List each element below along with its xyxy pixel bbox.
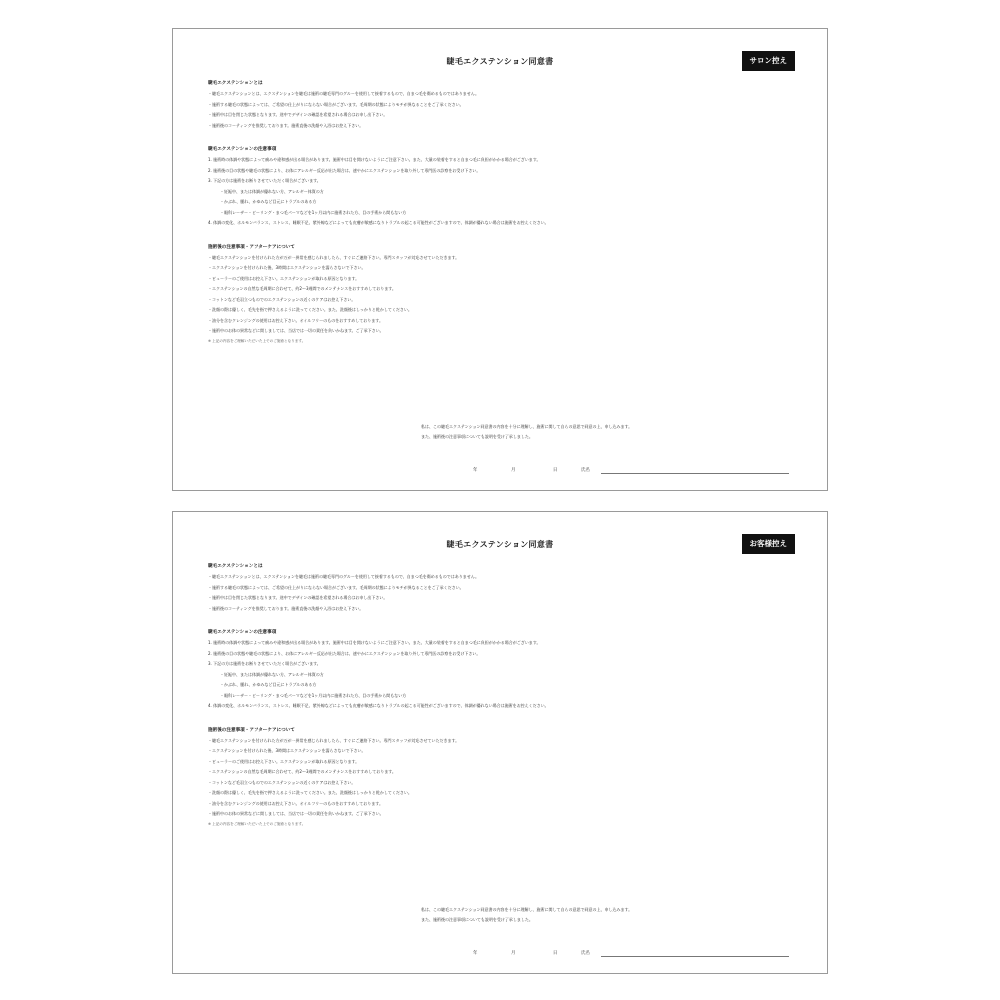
- form-title: 睫毛エクステンション同意書: [446, 57, 554, 66]
- consent-line: また、施術後の注意事項についても説明を受け了承しました。: [421, 434, 533, 439]
- section-heading: 睫毛エクステンションとは: [208, 81, 263, 86]
- clause-line: ・眼科レーザー・ピーリング・まつ毛パーマなどを1ヶ月以内に施術された方、目の手術から間もない方: [220, 209, 407, 215]
- clause-line: ・施術後のコーティングを推奨しております。施術直後の洗顔や入浴はお控え下さい。: [208, 605, 364, 611]
- consent-statement: [421, 422, 799, 442]
- clause-line: ・洗顔の際は優しく、毛先を指で押さえるように洗ってください。また、洗顔後はしっかりと乾かしてください。: [208, 307, 412, 312]
- clause-line: 3. 下記の方は施術をお断りさせていただく場合がございます。: [208, 178, 321, 183]
- clause-line: ・コットンなど毛羽立つものでのエクステンションの近くのケアはお控え下さい。: [208, 296, 356, 302]
- clause-line: ・コットンなど毛羽立つものでのエクステンションの近くのケアはお控え下さい。: [208, 779, 356, 785]
- month-label: 月: [511, 951, 516, 956]
- clause-line: ・油分を含むクレンジングの使用はお控え下さい。オイルフリーのものをおすすめしております。: [208, 800, 383, 806]
- consent-line: 私は、この睫毛エクステンション同意書の内容を十分に理解し、施術に関して自らの意思で同意の上、申し込みます。: [421, 907, 633, 912]
- day-label: 日: [553, 951, 558, 956]
- clause-line: 2. 施術後の目の状態や睫毛の状態により、お体にアレルギー反応が出た場合は、速やかにエクステンションを取り外して専門医の診察をお受け下さい。: [208, 167, 481, 173]
- form-section: [208, 243, 805, 345]
- clause-line: ・ビューラーのご使用はお控え下さい。エクステンションが取れる原因となります。: [208, 758, 360, 764]
- year-label: 年: [473, 951, 478, 956]
- clause-line: ・エクステンションの自然な毛周期に合わせて、約2〜3週間でのメンテナンスをおすすめしております。: [208, 769, 396, 774]
- clause-line: 4. 体調の変化、ホルモンバランス、ストレス、睡眠不足、紫外線などによっても皮膚が敏感になりトラブルの起こる可能性がございますので、体調が優れない場合は施術をお控えください。: [208, 220, 549, 225]
- signature-row: [473, 950, 789, 960]
- clause-line: ・施術中は目を閉じた状態となります。途中でデザインの確認を希望される場合はお申し出下さい。: [208, 112, 388, 117]
- clause-line: ・油分を含むクレンジングの使用はお控え下さい。オイルフリーのものをおすすめしております。: [208, 317, 383, 323]
- clause-line: ・眼科レーザー・ピーリング・まつ毛パーマなどを1ヶ月以内に施術された方、目の手術から間もない方: [220, 692, 407, 698]
- clause-line: 4. 体調の変化、ホルモンバランス、ストレス、睡眠不足、紫外線などによっても皮膚が敏感になりトラブルの起こる可能性がございますので、体調が優れない場合は施術をお控えください。: [208, 703, 549, 708]
- clause-line: 3. 下記の方は施術をお断りさせていただく場合がございます。: [208, 661, 321, 666]
- clause-line: ・睫毛エクステンションを付けられた方が万が一異常を感じられましたら、すぐにご連絡下さい。専門スタッフが対応させていただきます。: [208, 254, 460, 260]
- name-signature-line[interactable]: [601, 956, 789, 957]
- form-body: [208, 79, 805, 359]
- name-label: 氏名: [581, 468, 590, 473]
- clause-line: ・睫毛エクステンションとは、エクステンションを睫毛は施術の睫毛専門のグルーを使用して接着するもので、自まつ毛を傷めるものではありません。: [208, 91, 480, 96]
- form-section: [208, 145, 805, 229]
- copy-label-badge: サロン控え: [742, 51, 796, 71]
- name-signature-line[interactable]: [601, 473, 789, 474]
- footnote-line: ※ 上記の内容をご理解いただいた上でのご施術となります。: [208, 821, 306, 826]
- clause-line: ・ビューラーのご使用はお控え下さい。エクステンションが取れる原因となります。: [208, 275, 360, 281]
- form-body: [208, 562, 805, 842]
- consent-line: また、施術後の注意事項についても説明を受け了承しました。: [421, 917, 533, 922]
- consent-line: 私は、この睫毛エクステンション同意書の内容を十分に理解し、施術に関して自らの意思で同意の上、申し込みます。: [421, 424, 633, 429]
- clause-line: ・施術中のお体の異常などに関しましては、当店では一切の責任を負いかねます。ご了承下さい。: [208, 328, 384, 333]
- form-section: [208, 726, 805, 828]
- clause-line: ・エクステンションを付けられた後、3時間はエクステンションを濡らさないで下さい。: [208, 748, 366, 753]
- clause-line: ・施術後のコーティングを推奨しております。施術直後の洗顔や入浴はお控え下さい。: [208, 122, 364, 128]
- clause-line: ・施術中は目を閉じた状態となります。途中でデザインの確認を希望される場合はお申し出下さい。: [208, 595, 388, 600]
- clause-line: 2. 施術後の目の状態や睫毛の状態により、お体にアレルギー反応が出た場合は、速やかにエクステンションを取り外して専門医の診察をお受け下さい。: [208, 650, 481, 656]
- clause-line: ・エクステンションを付けられた後、3時間はエクステンションを濡らさないで下さい。: [208, 265, 366, 270]
- form-section: [208, 79, 805, 131]
- clause-line: ・かぶれ、腫れ、かゆみなど目元にトラブルのある方: [220, 199, 317, 204]
- consent-form-customer-copy: [172, 511, 828, 974]
- clause-line: ・睫毛エクステンションを付けられた方が万が一異常を感じられましたら、すぐにご連絡下さい。専門スタッフが対応させていただきます。: [208, 737, 460, 743]
- signature-row: [473, 467, 789, 477]
- section-heading: 睫毛エクステンションの注意事項: [208, 630, 277, 635]
- section-heading: 施術後の注意事項・アフターケアについて: [208, 727, 295, 733]
- section-heading: 睫毛エクステンションとは: [208, 564, 263, 569]
- consent-statement: [421, 905, 799, 925]
- copy-label-badge: お客様控え: [742, 534, 796, 554]
- month-label: 月: [511, 468, 516, 473]
- clause-line: ・妊娠中、または体調が優れない方、アレルギー体質の方: [220, 671, 324, 677]
- clause-line: 1. 施術時の体調や状態によって痛みや違和感が出る場合があります。施術中は目を開けないようにご注意下さい。また、大量の装着をすると自まつ毛に負担がかかる場合がございます。: [208, 157, 541, 162]
- clause-line: ・かぶれ、腫れ、かゆみなど目元にトラブルのある方: [220, 682, 317, 687]
- clause-line: ・施術する睫毛の状態によっては、ご希望の仕上がりにならない場合がございます。毛周期の状態によりモチが異なることをご了承ください。: [208, 101, 464, 107]
- year-label: 年: [473, 468, 478, 473]
- clause-line: ・妊娠中、または体調が優れない方、アレルギー体質の方: [220, 188, 324, 194]
- section-heading: 睫毛エクステンションの注意事項: [208, 147, 277, 152]
- name-label: 氏名: [581, 951, 590, 956]
- clause-line: 1. 施術時の体調や状態によって痛みや違和感が出る場合があります。施術中は目を開けないようにご注意下さい。また、大量の装着をすると自まつ毛に負担がかかる場合がございます。: [208, 640, 541, 645]
- clause-line: ・エクステンションの自然な毛周期に合わせて、約2〜3週間でのメンテナンスをおすすめしております。: [208, 286, 396, 291]
- clause-line: ・施術中のお体の異常などに関しましては、当店では一切の責任を負いかねます。ご了承下さい。: [208, 811, 384, 816]
- clause-line: ・施術する睫毛の状態によっては、ご希望の仕上がりにならない場合がございます。毛周期の状態によりモチが異なることをご了承ください。: [208, 584, 464, 590]
- footnote-line: ※ 上記の内容をご理解いただいた上でのご施術となります。: [208, 338, 306, 343]
- day-label: 日: [553, 468, 558, 473]
- form-title: 睫毛エクステンション同意書: [446, 540, 554, 549]
- section-heading: 施術後の注意事項・アフターケアについて: [208, 244, 295, 250]
- clause-line: ・洗顔の際は優しく、毛先を指で押さえるように洗ってください。また、洗顔後はしっかりと乾かしてください。: [208, 790, 412, 795]
- form-section: [208, 628, 805, 712]
- form-section: [208, 562, 805, 614]
- consent-form-salon-copy: [172, 28, 828, 491]
- clause-line: ・睫毛エクステンションとは、エクステンションを睫毛は施術の睫毛専門のグルーを使用して接着するもので、自まつ毛を傷めるものではありません。: [208, 574, 480, 579]
